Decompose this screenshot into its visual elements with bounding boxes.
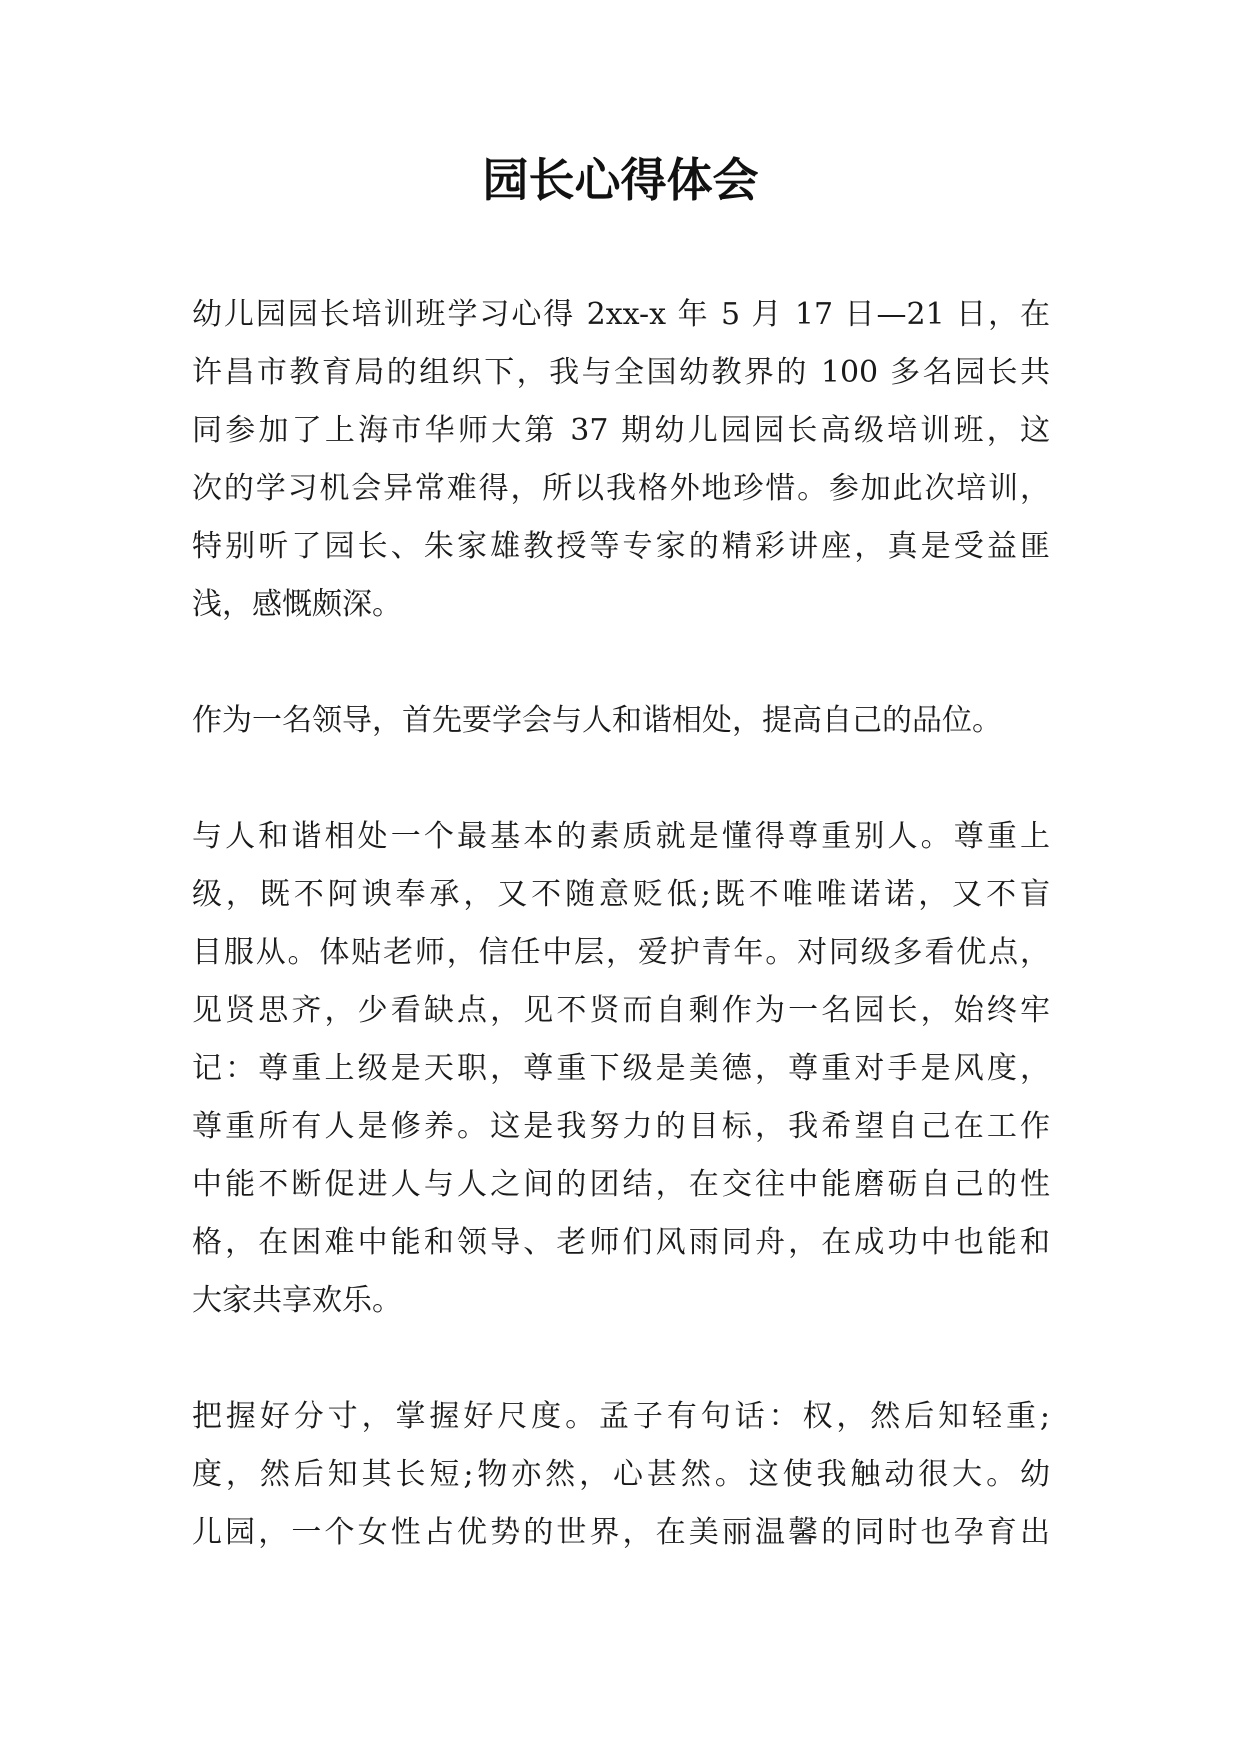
paragraph-line: 浅，感慨颇深。 bbox=[192, 587, 402, 622]
paragraph-1 bbox=[192, 286, 1050, 634]
paragraph-line: 许昌市教育局的组织下，我与全国幼教界的 100 多名园长共 bbox=[192, 355, 1050, 390]
paragraph-line: 尊重所有人是修养。这是我努力的目标，我希望自己在工作 bbox=[192, 1109, 1050, 1144]
paragraph-line: 幼儿园园长培训班学习心得 2xx-x 年 5 月 17 日—21 日，在 bbox=[192, 297, 1050, 332]
paragraph-3 bbox=[192, 808, 1050, 1330]
document-body bbox=[192, 286, 1050, 1620]
paragraph-line: 记：尊重上级是天职，尊重下级是美德，尊重对手是风度， bbox=[192, 1051, 1050, 1086]
paragraph-line: 度，然后知其长短;物亦然，心甚然。这使我触动很大。幼 bbox=[192, 1457, 1050, 1492]
document-title: 园长心得体会 bbox=[482, 153, 759, 207]
paragraph-line: 大家共享欢乐。 bbox=[192, 1283, 402, 1318]
paragraph-2 bbox=[192, 692, 1050, 750]
paragraph-line: 见贤思齐，少看缺点，见不贤而自剩作为一名园长，始终牢 bbox=[192, 993, 1050, 1028]
paragraph-line: 与人和谐相处一个最基本的素质就是懂得尊重别人。尊重上 bbox=[192, 819, 1050, 854]
paragraph-line: 次的学习机会异常难得，所以我格外地珍惜。参加此次培训， bbox=[192, 471, 1050, 506]
paragraph-4 bbox=[192, 1388, 1050, 1562]
paragraph-line: 目服从。体贴老师，信任中层，爱护青年。对同级多看优点， bbox=[192, 935, 1050, 970]
paragraph-line: 特别听了园长、朱家雄教授等专家的精彩讲座，真是受益匪 bbox=[192, 529, 1050, 564]
paragraph-line: 把握好分寸，掌握好尺度。孟子有句话：权，然后知轻重; bbox=[192, 1399, 1050, 1434]
paragraph-line: 作为一名领导，首先要学会与人和谐相处，提高自己的品位。 bbox=[192, 703, 1002, 738]
paragraph-line: 中能不断促进人与人之间的团结，在交往中能磨砺自己的性 bbox=[192, 1167, 1050, 1202]
paragraph-line: 同参加了上海市华师大第 37 期幼儿园园长高级培训班，这 bbox=[192, 413, 1050, 448]
paragraph-line: 格，在困难中能和领导、老师们风雨同舟，在成功中也能和 bbox=[192, 1225, 1050, 1260]
paragraph-line: 级，既不阿谀奉承，又不随意贬低;既不唯唯诺诺，又不盲 bbox=[192, 877, 1050, 912]
paragraph-line: 儿园，一个女性占优势的世界，在美丽温馨的同时也孕育出 bbox=[192, 1515, 1050, 1550]
